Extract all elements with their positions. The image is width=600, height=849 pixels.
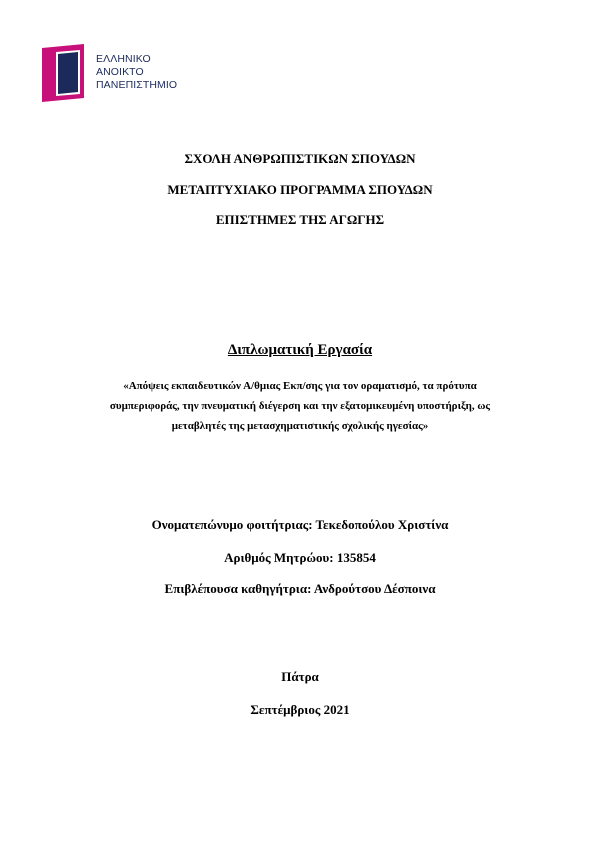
city: Πάτρα	[281, 669, 319, 684]
thesis-type-title: Διπλωματική Εργασία	[227, 342, 373, 358]
date: Σεπτέμβριος 2021	[250, 702, 350, 717]
field-heading: ΕΠΙΣΤΗΜΕΣ ΤΗΣ ΑΓΩΓΗΣ	[215, 212, 385, 227]
student-name: Ονοματεπώνυμο φοιτήτριας: Τεκεδοπούλου Χριστίνα	[151, 517, 449, 532]
logo-text-line1: ΕΛΛΗΝΙΚΟ	[96, 53, 151, 65]
logo-text-line3: ΠΑΝΕΠΙΣΤΗΜΙΟ	[96, 79, 178, 91]
school-heading: ΣΧΟΛΗ ΑΝΘΡΩΠΙΣΤΙΚΩΝ ΣΠΟΥΔΩΝ	[184, 151, 416, 166]
logo-mark-icon	[40, 44, 92, 102]
supervisor-name: Επιβλέπουσα καθηγήτρια: Ανδρούτσου Δέσποινα	[164, 581, 436, 596]
registration-number: Αριθμός Μητρώου: 135854	[224, 550, 376, 565]
thesis-title-text: «Απόψεις εκπαιδευτικών Α/θμιας Εκπ/σης για τον οραματισμό, τα πρότυπα συμπεριφοράς, την πνευματική διέγερση και την εξατομικευμένη υποστήριξη, ως μεταβλητές της μετασχηματιστικής σχολικής ηγεσίας»	[109, 380, 491, 432]
logo-text-line2: ΑΝΟΙΚΤΟ	[96, 66, 144, 78]
logo-text	[96, 53, 177, 92]
program-heading: ΜΕΤΑΠΤΥΧΙΑΚΟ ΠΡΟΓΡΑΜΜΑ ΣΠΟΥΔΩΝ	[167, 182, 433, 197]
university-logo	[40, 44, 190, 102]
